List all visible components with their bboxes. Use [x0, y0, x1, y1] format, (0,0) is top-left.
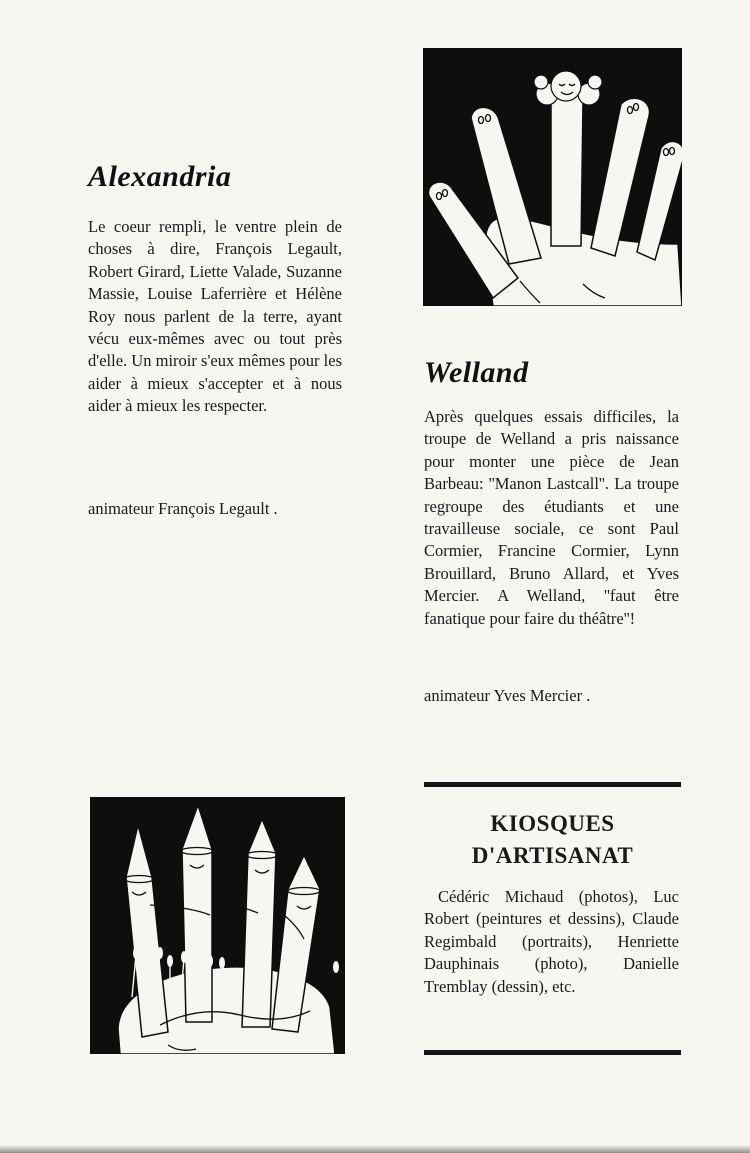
- kiosques-top-rule: [424, 782, 681, 787]
- hatted-fingers-illustration: [90, 797, 345, 1054]
- hatted-fingers-drawing: [90, 797, 345, 1054]
- kiosques-bottom-rule: [424, 1050, 681, 1055]
- hand-faces-illustration: [423, 48, 682, 306]
- hand-faces-drawing: [423, 48, 682, 306]
- alexandria-heading: Alexandria: [88, 160, 232, 193]
- kiosques-heading: KIOSQUES D'ARTISANAT: [471, 811, 634, 868]
- page-edge-shadow: [0, 1145, 750, 1153]
- kiosques-body: Cédéric Michaud (photos), Luc Robert (peintures et dessins), Claude Regimbald (portraits), Henriette Dauphinais (photo), Danielle Tremblay (dessin), etc.: [424, 887, 679, 996]
- welland-body: Après quelques essais difficiles, la troupe de Welland a pris naissance pour monter une pièce de Jean Barbeau: ''Manon Lastcall''. La troupe regroupe des étudiants et une travailleuse sociale, ce sont Paul Cormier, Francine Cormier, Lynn Brouillard, Bruno Allard, et Yves Mercier. A Welland, ''faut être fanatique pour faire du théâtre''!: [424, 407, 679, 628]
- welland-heading: Welland: [424, 356, 529, 389]
- welland-credit: animateur Yves Mercier .: [424, 686, 591, 705]
- alexandria-credit: animateur François Legault .: [88, 499, 278, 518]
- alexandria-body: Le coeur rempli, le ventre plein de choses à dire, François Legault, Robert Girard, Liette Valade, Suzanne Massie, Louise Laferrière et Hélène Roy nous parlent de la terre, ayant vécu eux-mêmes avec ou tout près d'elle. Un miroir s'eux mêmes pour les aider à mieux s'accepter et à nous aider à mieux les respecter.: [88, 217, 342, 416]
